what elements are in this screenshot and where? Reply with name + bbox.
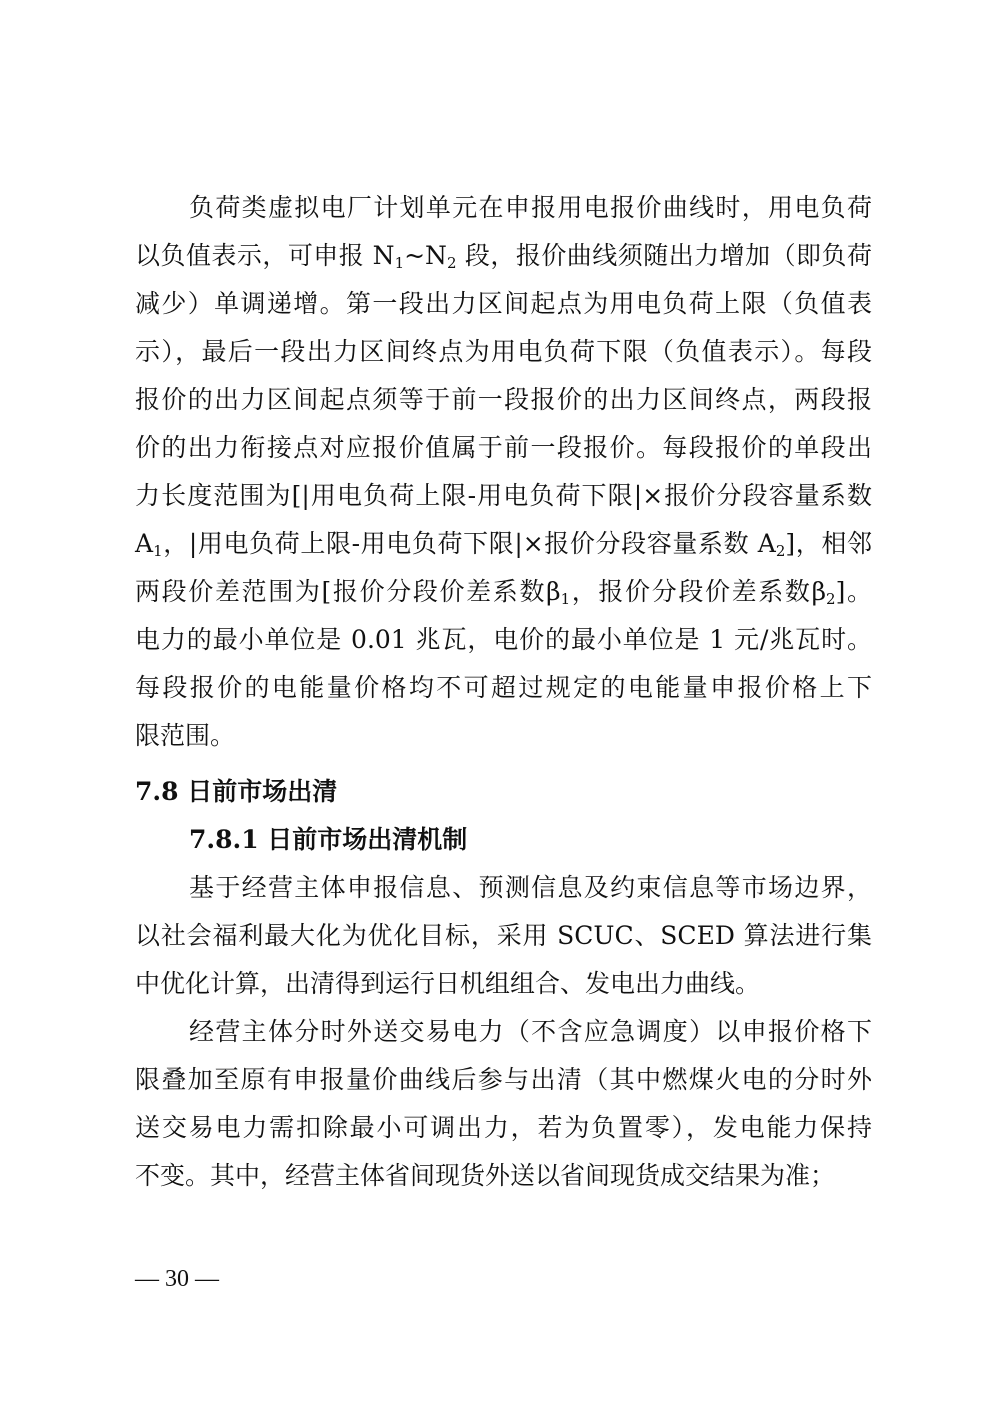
paragraph-line [135, 481, 872, 511]
text-run: 7.8 日前市场出清 [135, 777, 338, 806]
paragraph-line [135, 529, 872, 559]
paragraph-line [135, 625, 872, 655]
paragraph-line [135, 577, 872, 607]
text-run: 经营主体分时外送交易电力（不含应急调度）以申报价格下 [189, 1017, 872, 1046]
text-run: 电力的最小单位是 0.01 兆瓦，电价的最小单位是 1 元/兆瓦时。 [135, 625, 872, 654]
paragraph-line [135, 241, 872, 271]
text-run: ，|用电负荷上限-用电负荷下限|×报价分段容量系数 A [162, 529, 776, 558]
paragraph-line [135, 337, 872, 367]
text-run: 限叠加至原有申报量价曲线后参与出清（其中燃煤火电的分时外 [135, 1065, 872, 1094]
text-run: 每段报价的电能量价格均不可超过规定的电能量申报价格上下 [135, 673, 872, 702]
text-run: ，报价分段价差系数β [570, 577, 827, 606]
text-run: 力长度范围为[|用电负荷上限-用电负荷下限|×报价分段容量系数 [135, 481, 872, 510]
subscript: 1 [394, 254, 405, 272]
paragraph-line [135, 1065, 872, 1095]
text-run: ]，相邻 [785, 529, 872, 558]
paragraph-line [135, 1113, 872, 1143]
paragraph-line [135, 721, 872, 751]
text-run: 限范围。 [135, 721, 236, 750]
paragraph-line [189, 193, 872, 223]
subsection-heading [189, 825, 872, 855]
subscript: 2 [775, 542, 786, 560]
paragraph-line [135, 1161, 872, 1191]
text-run: 基于经营主体申报信息、预测信息及约束信息等市场边界， [189, 873, 872, 902]
paragraph-line [135, 969, 872, 999]
subscript: 1 [560, 590, 571, 608]
text-run: 中优化计算，出清得到运行日机组组合、发电出力曲线。 [135, 969, 761, 998]
text-run: 以负值表示，可申报 N [135, 241, 395, 270]
text-run: 7.8.1 日前市场出清机制 [189, 825, 468, 854]
paragraph-line [135, 921, 872, 951]
text-run: 段，报价曲线须随出力增加（即负荷 [456, 241, 873, 270]
paragraph-line [135, 289, 872, 319]
text-run: ]。 [835, 577, 872, 606]
paragraph-line [135, 385, 872, 415]
text-run: 以社会福利最大化为优化目标，采用 SCUC、SCED 算法进行集 [135, 921, 872, 950]
subscript: 2 [826, 590, 836, 608]
subscript: 2 [446, 254, 457, 272]
paragraph-line [135, 673, 872, 703]
subscript: 1 [153, 542, 163, 560]
text-run: A [135, 529, 154, 558]
text-run: 负荷类虚拟电厂计划单元在申报用电报价曲线时，用电负荷 [189, 193, 872, 222]
paragraph-line [189, 1017, 872, 1047]
text-run: 价的出力衔接点对应报价值属于前一段报价。每段报价的单段出 [135, 433, 872, 462]
paragraph-line [135, 433, 872, 463]
page-number: — 30 — [135, 1266, 219, 1292]
text-run: 减少）单调递增。第一段出力区间起点为用电负荷上限（负值表 [135, 289, 872, 318]
text-run: 两段价差范围为[报价分段价差系数β [135, 577, 561, 606]
text-run: 示），最后一段出力区间终点为用电负荷下限（负值表示）。每段 [135, 337, 872, 366]
section-heading [135, 777, 872, 807]
paragraph-line [189, 873, 872, 903]
text-run: 报价的出力区间起点须等于前一段报价的出力区间终点，两段报 [135, 385, 872, 414]
text-run: 送交易电力需扣除最小可调出力，若为负置零），发电能力保持 [135, 1113, 872, 1142]
text-run: 不变。其中，经营主体省间现货外送以省间现货成交结果为准； [135, 1161, 836, 1190]
text-run: ~N [404, 241, 447, 270]
